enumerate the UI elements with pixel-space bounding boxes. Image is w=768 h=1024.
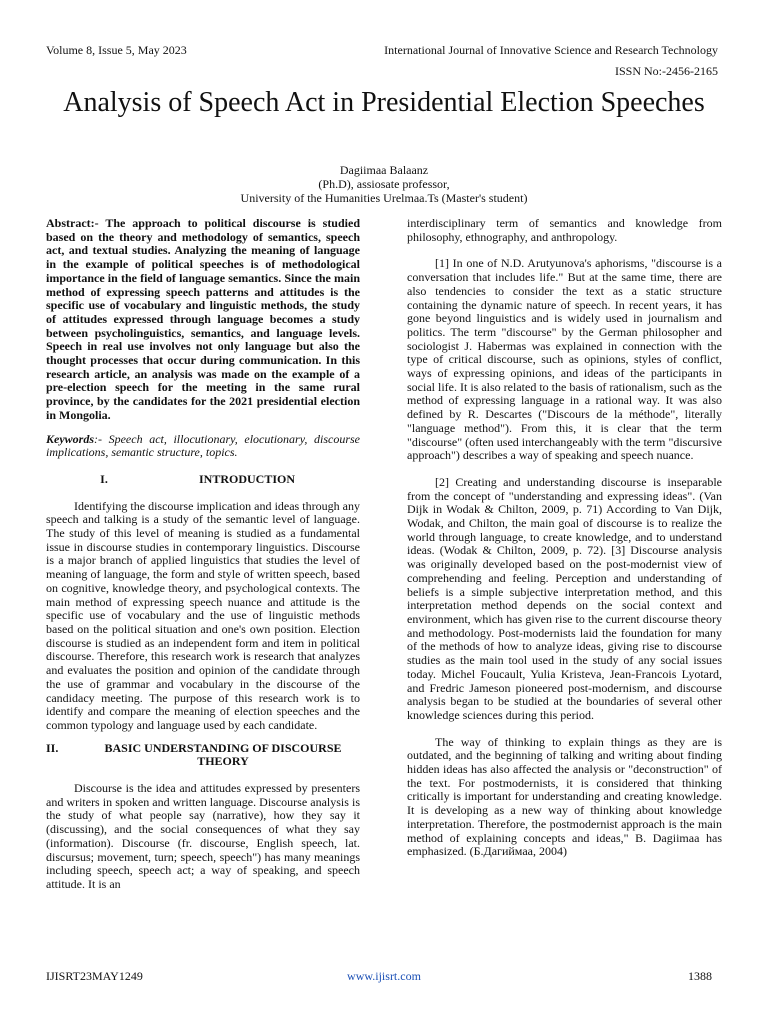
continuation-paragraph: interdisciplinary term of semantics and knowledge from philosophy, ethnography, and anthropology. bbox=[407, 216, 722, 244]
keywords-text: :- Speech act, illocutionary, elocutionary, discourse implications, semantic structure, topics. bbox=[46, 431, 360, 460]
header-issn: ISSN No:-2456-2165 bbox=[614, 64, 718, 78]
body-paragraph: The way of thinking to explain things as they are is outdated, and the beginning of talking and writing about finding hidden ideas has also affected the analysis or "deconstruction" of the text. For postmodernists, it is considered that thinking critically is important for understanding and creating knowledge. It is developing as a new way of thinking about knowledge interpretation. Therefore, the postmodernist approach is the main method of explaining concepts and ideas," B. Dagiimaa has emphasized. (Б.Дагиймаа, 2004) bbox=[407, 734, 722, 859]
author-name: Dagiimaa Balaanz bbox=[339, 163, 429, 177]
keywords-label: Keywords bbox=[46, 431, 94, 446]
footer-page-number: 1388 bbox=[688, 969, 712, 983]
header-journal: International Journal of Innovative Science and Research Technology bbox=[384, 43, 718, 57]
right-column bbox=[407, 217, 722, 859]
body-paragraph: [2] Creating and understanding discourse is inseparable from the concept of "understanding and expressing ideas". (Van Dijk in Wodak & Chilton, 2009, p. 71) According to Van Dijk, Wodak, and Chilton, the main goal of discourse is to realize the world through language, to create knowledge, and to understand ideas. (Wodak & Chilton, 2009, p. 72). [3] Discourse analysis was originally developed based on the post-modernist view of comprehending and feeling. Perception and understanding of beliefs is a simple subjective interpretation method, and this interpretation method depends on the social context and environment, which has given rise to the current discourse theory and methodology. Post-modernists laid the foundation for many of the methods of how to analyze ideas, giving rise to discourse studies as the main tool used in the study of any social issues today. Michel Foucault, Yulia Kristeva, Jean-Francois Lyotard, and Fredric Jameson pioneered post-modernism, and discourse analysis began to be studied at the boundaries of several other knowledge sciences during this period. bbox=[407, 474, 722, 722]
section-number: I. bbox=[100, 471, 108, 486]
footer-paper-id: IJISRT23MAY1249 bbox=[46, 969, 143, 983]
header-volume: Volume 8, Issue 5, May 2023 bbox=[46, 43, 187, 57]
discourse-paragraph: Discourse is the idea and attitudes expressed by presenters and writers in spoken and written language. Discourse analysis is the study of what people say (narrative), how they say it (discussing), and the social consequences of what they say (information). Discourse (fr. discourse, English speech, lat. discursus; movement, turn; speech, speech") has many meanings including speech, speech act; a way of speaking, and speech attitude. It is an bbox=[46, 781, 360, 891]
author-position: (Ph.D), assiosate professor, bbox=[318, 177, 450, 191]
introduction-paragraph: Identifying the discourse implication and ideas through any speech and talking is a study of the semantic level of language. The study of this level of meaning is studied as a fundamental issue in discourse studies in contemporary linguistics. Discourse is a major branch of applied linguistics that studies the level of meaning of language, the form and style of written speech, based on cognitive, knowledge theory, and psychological contexts. The main method of expressing speech nuance and attitude is the specific use of vocabulary and the use of linguistic methods based on the political situation and one's own position. Election discourse is studied as an independent form and item in political discourse. Therefore, this research work is research that analyzes and evaluates the position and opinion of the candidate through the use of grammar and vocabulary in the discourse of the candidacy meeting. The purpose of this research work is to identify and compare the meaning of election speeches and the common typology and language used by each candidate. bbox=[46, 498, 360, 732]
section-heading-discourse-theory bbox=[46, 742, 360, 769]
body-paragraph: [1] In one of N.D. Arutyunova's aphorisms, "discourse is a conversation that includes life." But at the same time, there are also tendencies to consider the text as a static structure containing the dynamic nature of speech. In recent years, it has gone beyond linguistics and is widely used in journalism and politics. The term "discourse" by the German philosopher and sociologist J. Habermas was explained in connection with the type of critical discourse, such as opinions, styles of conflict, ways of expressing opinions, and ideas of the participants in social life. It is also related to the basis of rationalism, such as the method of expressing language in a rational way. It was also defined by R. Descartes ("Discours de la méthode", literally "language method"). From this, it is clear that the term "discourse" (often used interchangeably with the term "discursive approach") describes a way of speaking and speech nuance. bbox=[407, 256, 722, 463]
left-column bbox=[46, 217, 360, 892]
paper-title: Analysis of Speech Act in Presidential Election Speeches bbox=[63, 87, 705, 118]
section-title: BASIC UNDERSTANDING OF DISCOURSE THEORY bbox=[104, 740, 342, 769]
author-block bbox=[46, 163, 722, 205]
abstract: Abstract:- The approach to political discourse is studied based on the theory and methodology of semantics, speech act, and textual studies. Analyzing the meaning of language in the example of political speeches is of methodological importance in the field of language semantics. Since the main method of expressing speech patterns and attitudes is the specific use of vocabulary and linguistic methods, the study of attitudes expressed through language becomes a study between psycholinguistics, semantics, and language levels. Speech in real use involves not only language but also the thought processes that occur during communication. In this research article, an analysis was made on the example of a pre-election speech for the meeting in the same rural province, by the candidates for the 2021 presidential election in Mongolia. bbox=[46, 216, 360, 422]
section-number: II. bbox=[46, 740, 59, 755]
footer-url-link[interactable]: www.ijisrt.com bbox=[347, 969, 421, 983]
section-title: INTRODUCTION bbox=[198, 471, 295, 486]
author-affiliation: University of the Humanities Urelmaa.Ts (Master's student) bbox=[240, 191, 528, 205]
section-heading-introduction bbox=[46, 473, 360, 487]
keywords bbox=[46, 433, 360, 460]
